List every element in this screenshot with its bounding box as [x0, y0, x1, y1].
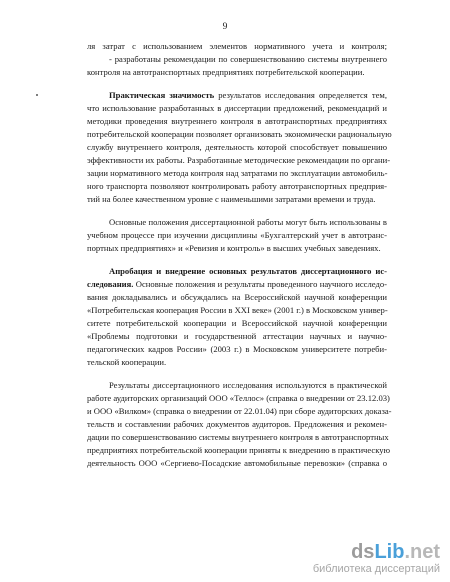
text-line: учебном процессе при изучении дисциплины «Бухгалтерский учет в автотранс- — [87, 230, 387, 240]
text-line: «Проблемы подготовки и государственной аттестации научных и научно- — [87, 331, 387, 341]
text-line: педагогических кадров России» (2003 г.) в Московском университете потреби- — [87, 344, 387, 354]
text-line: портных предприятиях» и «Ревизия и контроль» в высших учебных заведениях. — [87, 243, 381, 253]
text-line: методики проведения внутреннего контроля в автотранспортных предприятиях — [87, 116, 387, 126]
text-line: работе аудиторских организаций ООО «Теллос» (справка о внедрении от 23.12.03) — [87, 393, 390, 403]
scan-speck — [36, 94, 38, 96]
text-line: Основные положения диссертационной работы могут быть использованы в — [109, 217, 387, 227]
text-line: службу внутреннего контроля, деятельность которой способствует повышению — [87, 142, 387, 152]
text-line: тельской кооперации. — [87, 357, 167, 367]
text-line: вания докладывались и обсуждались на Всероссийской научной конференции — [87, 292, 387, 302]
text-line: ля затрат с использованием элементов нормативного учета и контроля; — [87, 41, 387, 51]
text-line: Результаты диссертационного исследования используются в практической — [109, 380, 387, 390]
text-line — [87, 265, 387, 278]
text-line: что использование разработанных в диссертации предложений, рекомендаций и — [87, 103, 387, 113]
dslib-subtitle: библиотека диссертаций — [312, 563, 440, 575]
text-line: - разработаны рекомендации по совершенствованию системы внутреннего — [109, 54, 387, 64]
paragraph-approbation — [87, 265, 387, 369]
text-line: Практическая значимость результатов исследования определяется тем, — [109, 90, 387, 100]
bold-heading: Апробация и внедрение основных результатов диссертационного ис- — [109, 266, 387, 276]
bold-heading: Практическая значимость — [109, 90, 215, 100]
text-line: деятельность ООО «Сергиево-Посадские автомобильные перевозки» (справка о — [87, 458, 387, 468]
dslib-watermark[interactable] — [313, 541, 440, 576]
paragraph-usage — [87, 216, 387, 255]
text-line: зации нормативного метода контроля над затратами по эксплуатации автомобиль- — [87, 168, 388, 178]
text-line: дации по совершенствованию системы внутреннего контроля в автотранспортных — [87, 432, 389, 442]
text-line: ного транспорта позволяют контролировать работу автотранспортных предприя- — [87, 181, 387, 191]
text-line: следования. Основные положения и результаты проведенного научного исследо- — [87, 279, 387, 289]
dslib-logo: dsLib.net — [351, 541, 440, 563]
text-line: потребительской кооперации позволяет организовать экономически рациональную — [87, 129, 392, 139]
text-line: эффективности их работы. Разработанные методические рекомендации по органи- — [87, 155, 391, 165]
paragraph-intro — [87, 40, 387, 79]
paragraph-practical-significance — [87, 89, 392, 206]
body-text — [87, 40, 392, 470]
text-line: тий на более качественном уровне с наименьшими затратами времени и труда. — [87, 194, 376, 204]
text-line: и ООО «Вилком» (справка о внедрении от 22.01.04) при сборе аудиторских доказа- — [87, 406, 392, 416]
text-line: ситете потребительской кооперации и Всероссийской научной конференции — [87, 318, 387, 328]
text-line: предприятиях потребительской кооперации приняты к внедрению в практическую — [87, 445, 390, 455]
page-number: 9 — [222, 22, 228, 32]
text-line: контроля на автотранспортных предприятиях потребительской кооперации. — [87, 67, 365, 77]
text-line: тельств и составлении рабочих документов аудиторов. Предложения и рекомен- — [87, 419, 387, 429]
paragraph-results-implementation — [87, 379, 392, 470]
text-line: «Потребительская кооперация России в XXI веке» (2001 г.) в Московском универ- — [87, 305, 388, 315]
